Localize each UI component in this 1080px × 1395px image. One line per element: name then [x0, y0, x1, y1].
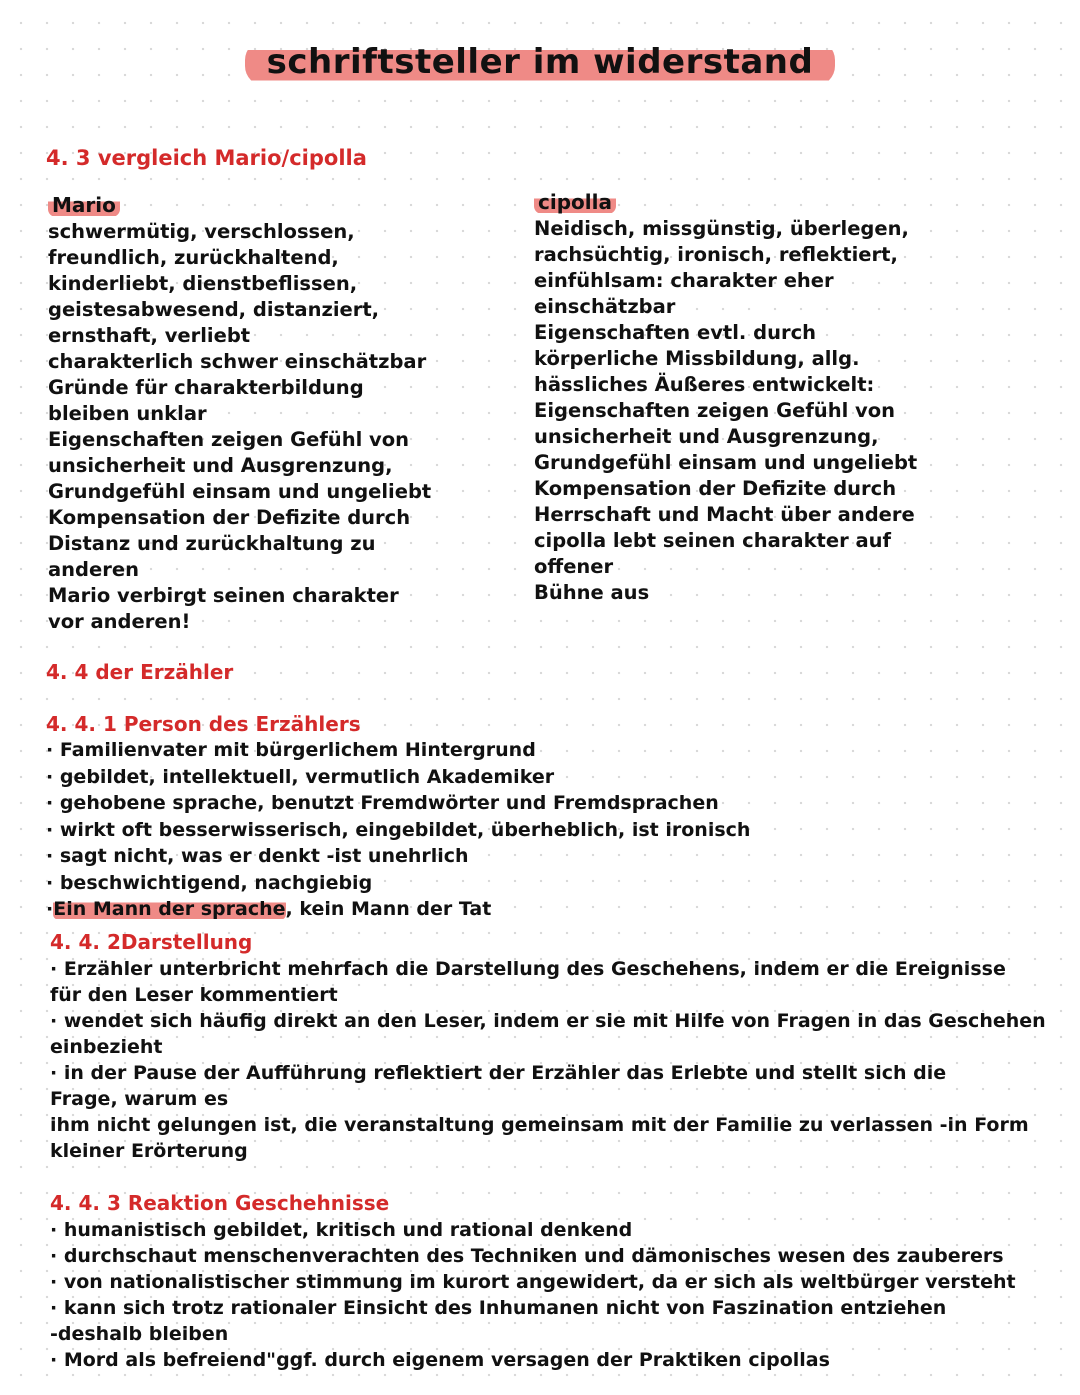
cipolla-column [534, 190, 917, 606]
cipolla-line: einschätzbar [534, 295, 676, 318]
person-list [46, 737, 750, 923]
cipolla-line: hässliches Äußeres entwickelt: [534, 373, 875, 396]
list-item: · beschwichtigend, nachgiebig [46, 871, 373, 894]
section-4-3-heading: 4. 3 vergleich Mario/cipolla [46, 146, 367, 170]
cipolla-line: Grundgefühl einsam und ungeliebt [534, 451, 918, 474]
text-line: · kann sich trotz rationaler Einsicht des Inhumanen nicht von Faszination entziehen [50, 1297, 947, 1319]
highlighted-phrase: Ein Mann der sprache [53, 898, 286, 920]
text-line: · durchschaut menschenverachten des Techniken und dämonisches wesen des zauberers [50, 1245, 1004, 1267]
text-line: · in der Pause der Aufführung reflektiert der Erzähler das Erlebte und stellt sich die [50, 1062, 947, 1084]
reaktion-text [50, 1217, 1050, 1373]
mario-line: schwermütig, verschlossen, [48, 220, 355, 243]
mario-line: bleiben unklar [48, 402, 207, 425]
section-4-4-3-heading: 4. 4. 3 Reaktion Geschehnisse [50, 1191, 390, 1215]
text-line: -deshalb bleiben [50, 1323, 229, 1345]
list-item: · sagt nicht, was er denkt -ist unehrlich [46, 845, 469, 867]
mario-line: vor anderen! [48, 610, 191, 633]
mario-line: Gründe für charakterbildung [48, 376, 364, 399]
text-line: · Erzähler unterbricht mehrfach die Darstellung des Geschehens, indem er die Ereignisse [50, 958, 1006, 980]
mario-line: ernsthaft, verliebt [48, 324, 251, 347]
text-line: · humanistisch gebildet, kritisch und rational denkend [50, 1219, 633, 1241]
mario-line: anderen [48, 558, 139, 581]
cipolla-line: offener [534, 555, 614, 578]
mario-line: charakterlich schwer einschätzbar [48, 350, 427, 373]
mario-column [48, 193, 431, 635]
list-item: · gebildet, intellektuell, vermutlich Akademiker [46, 765, 555, 788]
cipolla-line: cipolla lebt seinen charakter auf [534, 529, 892, 552]
list-item: · gehobene sprache, benutzt Fremdwörter und Fremdsprachen [46, 792, 719, 814]
cipolla-line: rachsüchtig, ironisch, reflektiert, [534, 243, 898, 266]
cipolla-lines [534, 216, 917, 606]
phrase-rest: , kein Mann der Tat [285, 898, 492, 920]
mario-line: Distanz und zurückhaltung zu [48, 532, 376, 555]
text-line: ihm nicht gelungen ist, die veranstaltung gemeinsam mit der Familie zu verlassen -in Form [50, 1114, 1029, 1136]
section-4-4-1-heading: 4. 4. 1 Person des Erzählers [46, 712, 361, 736]
mario-line: kinderliebt, dienstbeflissen, [48, 272, 358, 295]
mario-line: Kompensation der Defizite durch [48, 506, 411, 529]
text-line: für den Leser kommentiert [50, 984, 338, 1006]
cipolla-line: körperliche Missbildung, allg. [534, 347, 860, 370]
list-item: · Familienvater mit bürgerlichem Hintergrund [46, 739, 536, 761]
cipolla-line: Eigenschaften evtl. durch [534, 321, 817, 344]
cipolla-line: Herrschaft und Macht über andere [534, 503, 915, 526]
cipolla-line: unsicherheit und Ausgrenzung, [534, 425, 879, 448]
list-item: · wirkt oft besserwisserisch, eingebildet, überheblich, ist ironisch [46, 818, 751, 841]
text-line: Frage, warum es [50, 1088, 229, 1110]
text-line: · von nationalistischer stimmung im kurort angewidert, da er sich als weltbürger versteht [50, 1271, 1016, 1293]
cipolla-line: Bühne aus [534, 581, 650, 604]
section-4-4-heading: 4. 4 der Erzähler [46, 660, 234, 684]
text-line: kleiner Erörterung [50, 1140, 248, 1162]
mario-line: geistesabwesend, distanziert, [48, 298, 380, 321]
cipolla-line: Eigenschaften zeigen Gefühl von [534, 399, 896, 422]
mario-line: Eigenschaften zeigen Gefühl von [48, 428, 410, 451]
mario-line: Grundgefühl einsam und ungeliebt [48, 480, 432, 503]
text-line: · wendet sich häufig direkt an den Leser, indem er sie mit Hilfe von Fragen in das Geschehen [50, 1010, 1046, 1032]
darstellung-text [50, 956, 1050, 1164]
mario-line: unsicherheit und Ausgrenzung, [48, 454, 393, 477]
mario-lines [48, 219, 431, 635]
mario-label: Mario [48, 193, 120, 217]
cipolla-line: einfühlsam: charakter eher [534, 269, 834, 292]
text-line: einbezieht [50, 1036, 163, 1058]
section-4-4-2-heading: 4. 4. 2Darstellung [50, 930, 253, 954]
list-item [46, 896, 750, 923]
cipolla-line: Kompensation der Defizite durch [534, 477, 897, 500]
page-title: schriftsteller im widerstand [245, 40, 836, 86]
cipolla-line: Neidisch, missgünstig, überlegen, [534, 217, 909, 240]
mario-line: Mario verbirgt seinen charakter [48, 584, 399, 607]
text-line: · Mord als befreiend"ggf. durch eigenem versagen der Praktiken cipollas [50, 1349, 830, 1371]
cipolla-label: cipolla [534, 190, 616, 214]
mario-line: freundlich, zurückhaltend, [48, 246, 339, 269]
title-container [0, 40, 1080, 86]
list-bullet: · [46, 898, 54, 920]
